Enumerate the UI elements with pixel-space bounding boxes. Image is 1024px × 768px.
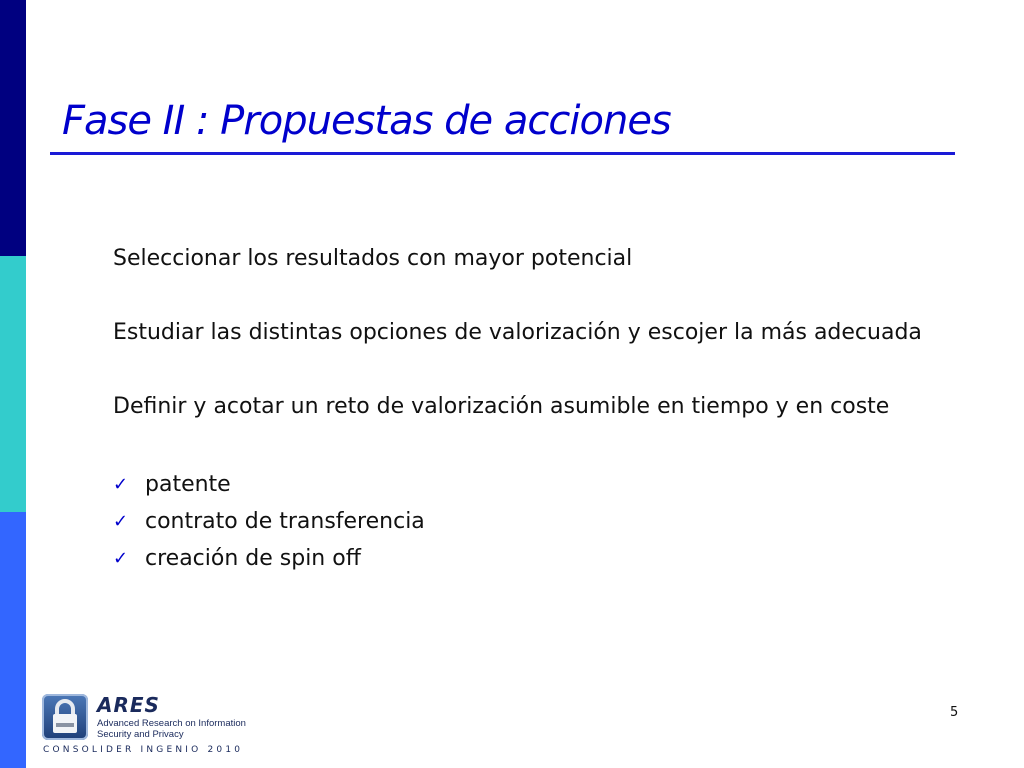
checkmark-icon: ✓	[113, 547, 129, 569]
checklist-item-label: contrato de transferencia	[145, 508, 425, 534]
ares-logo	[40, 692, 270, 762]
lock-icon	[42, 694, 88, 740]
checklist-item-label: patente	[145, 471, 231, 497]
checklist-item	[113, 466, 953, 503]
slide-title: Fase II : Propuestas de acciones	[62, 98, 671, 144]
checkmark-icon: ✓	[113, 473, 129, 495]
sidebar-band-blue	[0, 512, 26, 768]
checklist-item	[113, 540, 953, 577]
paragraph-3: Definir y acotar un reto de valorización asumible en tiempo y en coste	[113, 394, 890, 419]
sidebar-band-teal	[0, 256, 26, 512]
checklist	[113, 466, 953, 577]
checkmark-icon: ✓	[113, 510, 129, 532]
sidebar-band-navy	[0, 0, 26, 256]
checklist-item-label: creación de spin off	[145, 545, 361, 571]
logo-wordmark: ARES	[97, 693, 160, 717]
title-underline	[50, 152, 955, 155]
paragraph-1: Seleccionar los resultados con mayor potencial	[113, 246, 633, 271]
logo-tagline: CONSOLIDER INGENIO 2010	[43, 745, 244, 755]
slide-body	[113, 244, 953, 577]
checklist-item	[113, 503, 953, 540]
paragraph-2: Estudiar las distintas opciones de valorización y escojer la más adecuada	[113, 320, 922, 345]
page-number: 5	[950, 705, 959, 720]
logo-subtitle: Advanced Research on Information Security and Privacy	[97, 718, 246, 740]
